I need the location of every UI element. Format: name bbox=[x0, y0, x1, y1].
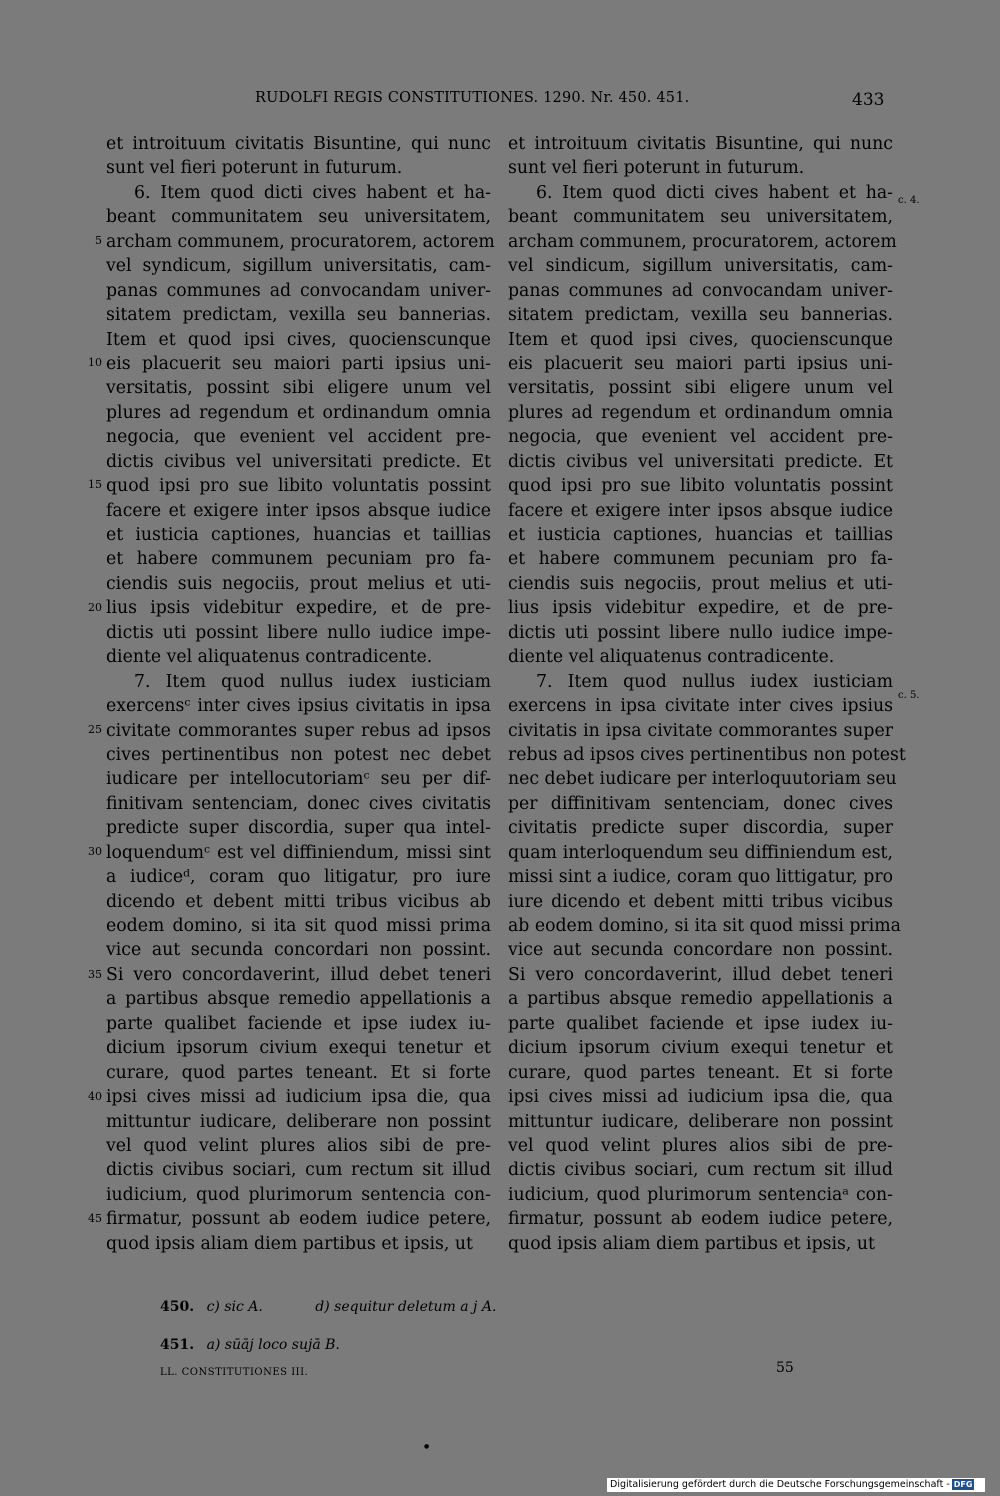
text-line: predicte super discordia, super qua intel- bbox=[106, 818, 491, 839]
text-line: dictis civibus sociari, cum rectum sit illud bbox=[508, 1160, 893, 1181]
text-line: sitatem predictam, vexilla seu bannerias. bbox=[106, 305, 491, 326]
text-line: finitivam sentenciam, donec cives civitatis bbox=[106, 793, 491, 814]
text-line: facere et exigere inter ipsos absque iudice bbox=[106, 500, 491, 521]
footnote-451 bbox=[160, 1337, 340, 1353]
footnote-text: a) sūāj loco sujā B. bbox=[206, 1337, 340, 1353]
right-column bbox=[508, 132, 920, 1256]
text-line: dictis civibus vel universitati predicte. Et bbox=[106, 451, 491, 472]
running-title: RUDOLFI REGIS CONSTITUTIONES. 1290. Nr. 450. 451. bbox=[255, 90, 690, 106]
text-line: 7. Item quod nullus iudex iusticiam bbox=[536, 671, 893, 692]
text-line: civitate commorantes super rebus ad ipsos bbox=[106, 720, 491, 741]
text-line: ipsi cives missi ad iudicium ipsa die, qua bbox=[508, 1087, 893, 1108]
text-line: exercens in ipsa civitate inter cives ipsius bbox=[508, 696, 893, 717]
text-line: diente vel aliquatenus contradicente. bbox=[106, 647, 433, 668]
text-line: curare, quod partes teneant. Et si forte bbox=[106, 1062, 491, 1083]
margin-note: c. 5. bbox=[898, 690, 920, 701]
text-line: iudicium, quod plurimorum sentencia con- bbox=[106, 1184, 491, 1205]
footnote-number: 450. bbox=[160, 1299, 195, 1315]
text-line: firmatur, possunt ab eodem iudice petere, bbox=[106, 1209, 491, 1230]
text-line: Item et quod ipsi cives, quocienscunque bbox=[106, 329, 491, 350]
margin-note: c. 4. bbox=[898, 195, 920, 206]
footnote-text: d) sequitur deletum a j A. bbox=[315, 1299, 497, 1315]
text-line: panas communes ad convocandam univer- bbox=[508, 280, 893, 301]
text-line: iudicare per intellocutoriamᶜ seu per dif- bbox=[106, 769, 491, 790]
dot-mark: ● bbox=[424, 1443, 430, 1450]
text-line: rebus ad ipsos cives pertinentibus non potest bbox=[508, 744, 906, 765]
text-line: negocia, que evenient vel accident pre- bbox=[508, 427, 893, 448]
text-line: loquendumᶜ est vel diffiniendum, missi sint bbox=[106, 842, 491, 863]
text-line: parte qualibet faciende et ipse iudex iu- bbox=[106, 1013, 491, 1034]
text-line: negocia, que evenient vel accident pre- bbox=[106, 427, 491, 448]
text-line: quam interloquendum seu diffiniendum est, bbox=[508, 842, 893, 863]
text-line: dictis civibus vel universitati predicte. Et bbox=[508, 451, 893, 472]
text-line: dicium ipsorum civium exequi tenetur et bbox=[508, 1038, 893, 1059]
text-line: civitatis in ipsa civitate commorantes super bbox=[508, 720, 893, 741]
text-line: archam communem, procuratorem, actorem bbox=[106, 231, 495, 252]
text-line: et habere communem pecuniam pro fa- bbox=[508, 549, 893, 570]
text-line: curare, quod partes teneant. Et si forte bbox=[508, 1062, 893, 1083]
funding-text: Digitalisierung gefördert durch die Deutsche Forschungsgemeinschaft - bbox=[610, 1479, 950, 1490]
text-line: iure dicendo et debent mitti tribus vicibus bbox=[508, 891, 893, 912]
text-line: et introituum civitatis Bisuntine, qui nunc bbox=[106, 134, 491, 154]
text-line: ciendis suis negociis, prout melius et uti- bbox=[508, 573, 893, 594]
text-line: firmatur, possunt ab eodem iudice petere, bbox=[508, 1209, 893, 1230]
text-line: quod ipsi pro sue libito voluntatis possint bbox=[106, 476, 491, 497]
text-line: vel sindicum, sigillum universitatis, cam- bbox=[508, 256, 893, 277]
text-line: 6. Item quod dicti cives habent et ha- bbox=[134, 182, 491, 203]
signature-number: 55 bbox=[776, 1360, 794, 1376]
line-number: 5 bbox=[95, 234, 102, 247]
text-line: diente vel aliquatenus contradicente. bbox=[508, 647, 835, 668]
line-number: 45 bbox=[88, 1212, 102, 1225]
text-line: lius ipsis videbitur expedire, et de pre- bbox=[508, 598, 893, 619]
text-line: vel syndicum, sigillum universitatis, cam- bbox=[106, 256, 491, 277]
footnote-text: c) sic A. bbox=[206, 1299, 263, 1315]
text-line: nec debet iudicare per interloquutoriam seu bbox=[508, 769, 897, 790]
text-line: vice aut secunda concordari non possint. bbox=[106, 940, 491, 961]
text-line: beant communitatem seu universitatem, bbox=[508, 207, 893, 228]
text-line: a partibus absque remedio appellationis a bbox=[508, 989, 893, 1010]
text-line: Si vero concordaverint, illud debet teneri bbox=[106, 964, 491, 985]
text-line: sunt vel fieri poterunt in futurum. bbox=[106, 158, 403, 179]
page-number: 433 bbox=[852, 90, 885, 110]
text-line: parte qualibet faciende et ipse iudex iu- bbox=[508, 1013, 893, 1034]
funding-note bbox=[607, 1478, 985, 1492]
text-line: archam communem, procuratorem, actorem bbox=[508, 231, 897, 252]
text-line: eis placuerit seu maiori parti ipsius uni- bbox=[508, 353, 893, 374]
text-line: eodem domino, si ita sit quod missi prima bbox=[106, 916, 491, 936]
line-number: 35 bbox=[88, 968, 102, 981]
text-line: et iusticia captiones, huancias et taillias bbox=[508, 525, 893, 545]
text-line: dictis uti possint libere nullo iudice impe- bbox=[508, 622, 893, 643]
text-line: panas communes ad convocandam univer- bbox=[106, 280, 491, 301]
text-line: ipsi cives missi ad iudicium ipsa die, qua bbox=[106, 1087, 491, 1108]
text-line: lius ipsis videbitur expedire, et de pre- bbox=[106, 598, 491, 619]
text-line: ciendis suis negociis, prout melius et uti- bbox=[106, 573, 491, 594]
text-line: beant communitatem seu universitatem, bbox=[106, 207, 491, 228]
text-line: exercensᶜ inter cives ipsius civitatis in ipsa bbox=[106, 696, 491, 717]
text-line: dicendo et debent mitti tribus vicibus ab bbox=[106, 891, 491, 912]
text-line: quod ipsi pro sue libito voluntatis possint bbox=[508, 476, 893, 497]
line-number: 20 bbox=[88, 601, 102, 614]
left-column bbox=[88, 132, 495, 1256]
signature: LL. CONSTITUTIONES III. bbox=[160, 1367, 309, 1378]
line-number: 15 bbox=[88, 478, 102, 491]
text-line: plures ad regendum et ordinandum omnia bbox=[106, 402, 491, 423]
text-line: iudicium, quod plurimorum sentenciaᵃ con- bbox=[508, 1184, 893, 1205]
text-line: a iudiceᵈ, coram quo litigatur, pro iure bbox=[106, 867, 491, 888]
text-line: 6. Item quod dicti cives habent et ha- bbox=[536, 182, 893, 203]
text-line: a partibus absque remedio appellationis a bbox=[106, 989, 491, 1010]
text-line: per diffinitivam sentenciam, donec cives bbox=[508, 793, 893, 814]
line-number: 30 bbox=[88, 845, 102, 858]
text-line: et iusticia captiones, huancias et taillias bbox=[106, 525, 491, 545]
text-line: quod ipsis aliam diem partibus et ipsis, ut bbox=[508, 1233, 875, 1254]
text-line: mittuntur iudicare, deliberare non possint bbox=[106, 1111, 491, 1132]
text-line: plures ad regendum et ordinandum omnia bbox=[508, 402, 893, 423]
text-line: eis placuerit seu maiori parti ipsius uni- bbox=[106, 353, 491, 374]
footnote-450 bbox=[160, 1299, 496, 1315]
text-line: missi sint a iudice, coram quo littigatur, pro bbox=[508, 867, 893, 888]
text-line: vice aut secunda concordare non possint. bbox=[508, 940, 893, 961]
line-number: 25 bbox=[88, 723, 102, 736]
text-line: mittuntur iudicare, deliberare non possint bbox=[508, 1111, 893, 1132]
text-line: dictis uti possint libere nullo iudice impe- bbox=[106, 622, 491, 643]
footnote-number: 451. bbox=[160, 1337, 195, 1353]
text-line: sitatem predictam, vexilla seu bannerias. bbox=[508, 305, 893, 326]
dfg-logo: DFG bbox=[953, 1480, 973, 1489]
text-line: dicium ipsorum civium exequi tenetur et bbox=[106, 1038, 491, 1059]
text-line: Item et quod ipsi cives, quocienscunque bbox=[508, 329, 893, 350]
text-line: sunt vel fieri poterunt in futurum. bbox=[508, 158, 805, 179]
text-line: Si vero concordaverint, illud debet teneri bbox=[508, 964, 893, 985]
text-line: vel quod velint plures alios sibi de pre- bbox=[106, 1135, 491, 1156]
text-line: 7. Item quod nullus iudex iusticiam bbox=[134, 671, 491, 692]
text-line: versitatis, possint sibi eligere unum vel bbox=[106, 378, 491, 399]
text-line: ab eodem domino, si ita sit quod missi prima bbox=[508, 916, 901, 936]
text-line: civitatis predicte super discordia, super bbox=[508, 818, 893, 839]
text-line: facere et exigere inter ipsos absque iudice bbox=[508, 500, 893, 521]
text-line: dictis civibus sociari, cum rectum sit illud bbox=[106, 1160, 491, 1181]
line-number: 10 bbox=[88, 356, 102, 369]
text-line: et introituum civitatis Bisuntine, qui nunc bbox=[508, 134, 893, 154]
line-number: 40 bbox=[88, 1090, 102, 1103]
text-line: cives pertinentibus non potest nec debet bbox=[106, 744, 491, 765]
text-line: et habere communem pecuniam pro fa- bbox=[106, 549, 491, 570]
text-line: quod ipsis aliam diem partibus et ipsis, ut bbox=[106, 1233, 473, 1254]
text-line: versitatis, possint sibi eligere unum vel bbox=[508, 378, 893, 399]
text-line: vel quod velint plures alios sibi de pre- bbox=[508, 1135, 893, 1156]
